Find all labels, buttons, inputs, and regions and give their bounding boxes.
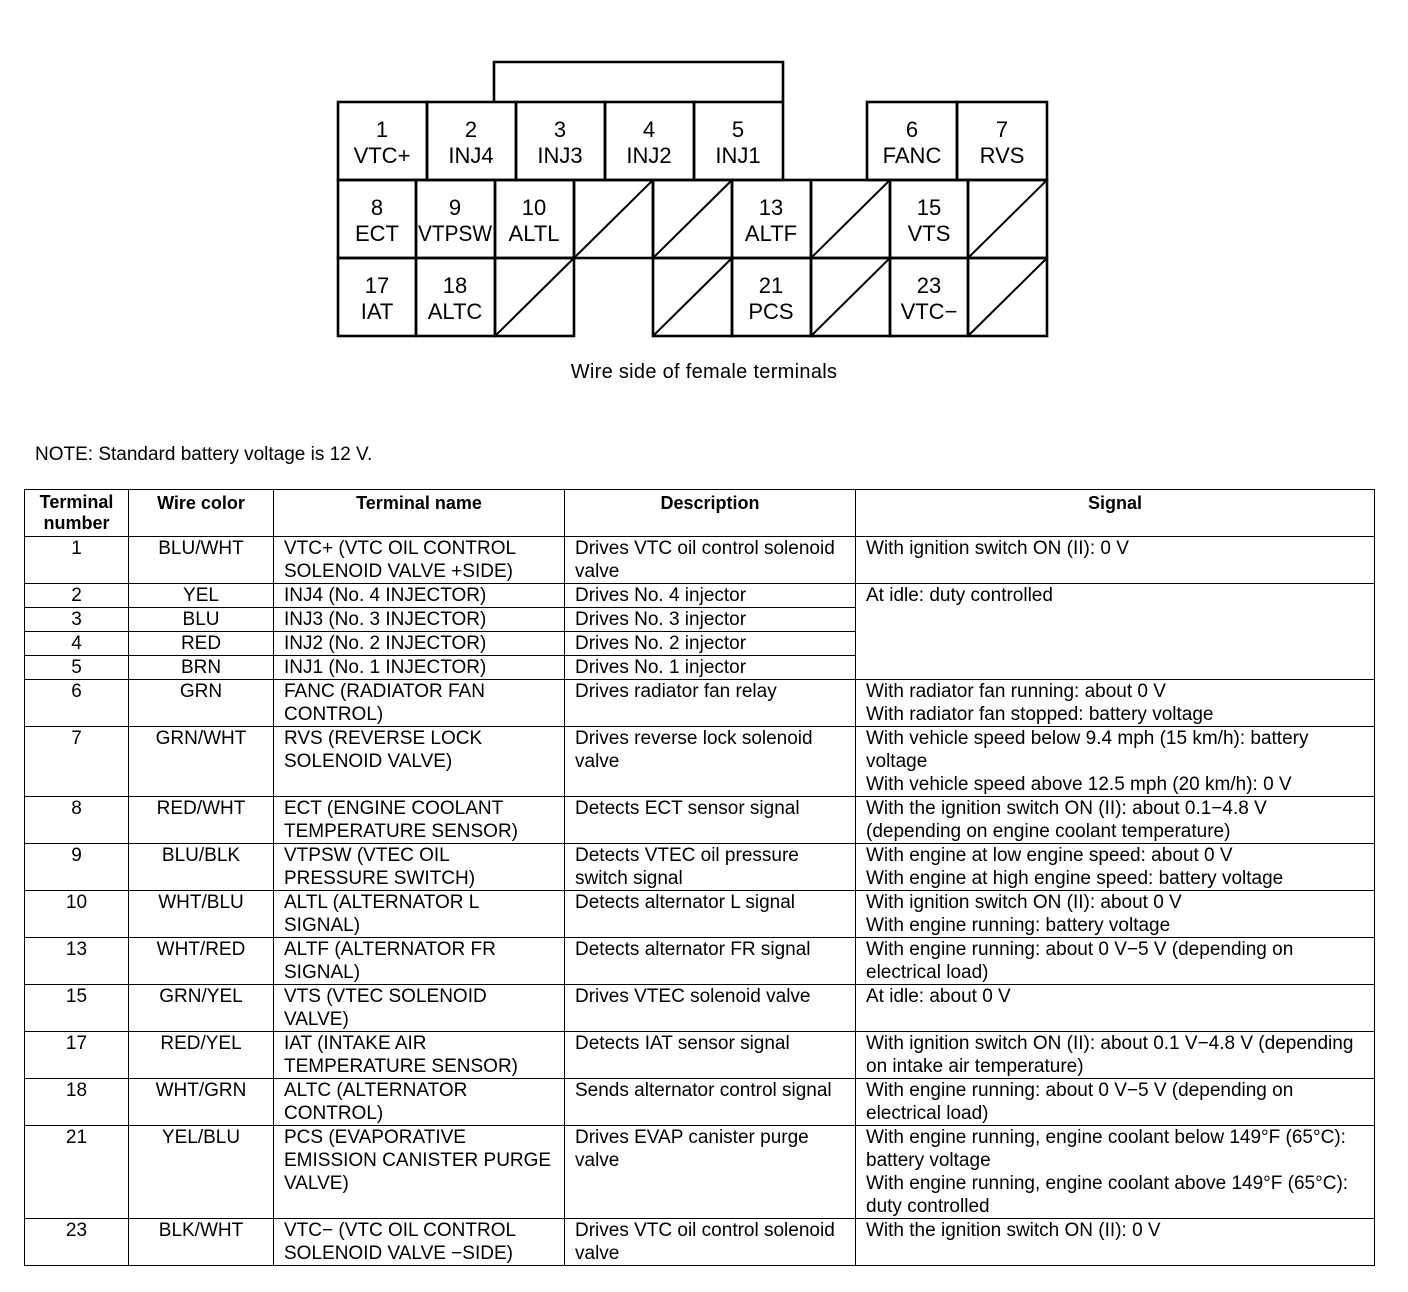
terminal-name-cell: ALTL (ALTERNATOR L SIGNAL) [274, 891, 565, 938]
terminal-name: FANC [882, 143, 942, 168]
terminal-name-cell: VTC− (VTC OIL CONTROL SOLENOID VALVE −SIDE) [274, 1219, 565, 1266]
table-header-row [25, 490, 1375, 537]
terminal-number-cell: 10 [25, 891, 129, 938]
terminal-name: ECT [355, 221, 399, 246]
wire-color-cell: RED/WHT [129, 797, 274, 844]
wire-color-cell: YEL/BLU [129, 1126, 274, 1219]
table-row [25, 891, 1375, 938]
terminal-number-cell: 7 [25, 727, 129, 797]
description-cell: Detects alternator FR signal [565, 938, 856, 985]
terminal-name: ALTF [744, 221, 798, 246]
terminal-number-cell: 23 [25, 1219, 129, 1266]
terminal-number-cell: 18 [25, 1079, 129, 1126]
header-signal: Signal [856, 490, 1375, 537]
terminal-number-cell: 3 [25, 608, 129, 632]
terminal-number-cell: 9 [25, 844, 129, 891]
terminal-name: VTS [907, 221, 951, 246]
wire-color-cell: YEL [129, 584, 274, 608]
terminal-number: 23 [916, 273, 942, 298]
signal-cell: With vehicle speed below 9.4 mph (15 km/h): battery voltage With vehicle speed above 12.5 mph (20 km/h): 0 V [856, 727, 1375, 797]
description-cell: Drives No. 2 injector [565, 632, 856, 656]
terminal-name-cell: INJ4 (No. 4 INJECTOR) [274, 584, 565, 608]
terminal-number: 6 [905, 117, 919, 142]
terminal-name: INJ1 [715, 143, 761, 168]
wire-color-cell: GRN/YEL [129, 985, 274, 1032]
terminal-number-cell: 1 [25, 537, 129, 584]
connector-diagram [0, 0, 1408, 345]
table-row [25, 584, 1375, 608]
wire-color-cell: WHT/RED [129, 938, 274, 985]
description-cell: Drives No. 1 injector [565, 656, 856, 680]
terminal-number-cell: 15 [25, 985, 129, 1032]
table-row [25, 680, 1375, 727]
description-cell: Detects VTEC oil pressure switch signal [565, 844, 856, 891]
table-row [25, 844, 1375, 891]
terminal-number: 15 [916, 195, 942, 220]
table-row [25, 1126, 1375, 1219]
signal-cell: At idle: duty controlled [856, 584, 1375, 680]
terminal-name: INJ3 [537, 143, 583, 168]
signal-cell: With engine running: about 0 V−5 V (depending on electrical load) [856, 1079, 1375, 1126]
connector-caption: Wire side of female terminals [570, 361, 838, 383]
terminal-name: ALTC [427, 299, 483, 324]
table-row [25, 1219, 1375, 1266]
terminal-number: 1 [375, 117, 389, 142]
terminal-name: INJ2 [626, 143, 672, 168]
terminal-number: 13 [758, 195, 784, 220]
header-wire-color: Wire color [129, 490, 274, 537]
description-cell: Drives No. 3 injector [565, 608, 856, 632]
terminal-name-cell: FANC (RADIATOR FAN CONTROL) [274, 680, 565, 727]
description-cell: Drives VTC oil control solenoid valve [565, 537, 856, 584]
description-cell: Detects IAT sensor signal [565, 1032, 856, 1079]
terminal-name: VTC+ [353, 143, 411, 168]
connector-latch [494, 62, 783, 102]
description-cell: Drives No. 4 injector [565, 584, 856, 608]
terminal-number: 17 [364, 273, 390, 298]
terminal-name-cell: VTC+ (VTC OIL CONTROL SOLENOID VALVE +SIDE) [274, 537, 565, 584]
wire-color-cell: GRN/WHT [129, 727, 274, 797]
terminal-number: 7 [995, 117, 1009, 142]
terminal-name-cell: VTPSW (VTEC OIL PRESSURE SWITCH) [274, 844, 565, 891]
terminal-name-cell: VTS (VTEC SOLENOID VALVE) [274, 985, 565, 1032]
table-row [25, 537, 1375, 584]
battery-voltage-note: NOTE: Standard battery voltage is 12 V. [35, 444, 373, 465]
terminal-number: 8 [370, 195, 384, 220]
terminal-name-cell: INJ2 (No. 2 INJECTOR) [274, 632, 565, 656]
table-row [25, 938, 1375, 985]
terminal-number: 4 [642, 117, 656, 142]
wire-color-cell: BRN [129, 656, 274, 680]
wire-color-cell: BLU [129, 608, 274, 632]
terminal-name-cell: RVS (REVERSE LOCK SOLENOID VALVE) [274, 727, 565, 797]
wire-color-cell: RED [129, 632, 274, 656]
description-cell: Drives radiator fan relay [565, 680, 856, 727]
header-description: Description [565, 490, 856, 537]
signal-cell: With engine at low engine speed: about 0 V With engine at high engine speed: battery voltage [856, 844, 1375, 891]
terminal-number-cell: 2 [25, 584, 129, 608]
terminal-number: 9 [448, 195, 462, 220]
header-terminal-name: Terminal name [274, 490, 565, 537]
description-cell: Detects alternator L signal [565, 891, 856, 938]
terminal-name-cell: IAT (INTAKE AIR TEMPERATURE SENSOR) [274, 1032, 565, 1079]
terminal-table [24, 489, 1375, 1266]
terminal-number-cell: 13 [25, 938, 129, 985]
signal-cell: With the ignition switch ON (II): about 0.1−4.8 V (depending on engine coolant temperature) [856, 797, 1375, 844]
wire-color-cell: BLU/WHT [129, 537, 274, 584]
terminal-name: IAT [360, 299, 394, 324]
description-cell: Sends alternator control signal [565, 1079, 856, 1126]
terminal-number-cell: 17 [25, 1032, 129, 1079]
signal-cell: With ignition switch ON (II): about 0.1 V−4.8 V (depending on intake air temperature) [856, 1032, 1375, 1079]
terminal-number: 10 [521, 195, 547, 220]
table-row [25, 985, 1375, 1032]
header-terminal-number: Terminal number [25, 490, 129, 537]
terminal-name: VTC− [900, 299, 958, 324]
terminal-name-cell: INJ3 (No. 3 INJECTOR) [274, 608, 565, 632]
wire-color-cell: WHT/BLU [129, 891, 274, 938]
description-cell: Drives VTC oil control solenoid valve [565, 1219, 856, 1266]
table-row [25, 1032, 1375, 1079]
description-cell: Detects ECT sensor signal [565, 797, 856, 844]
description-cell: Drives reverse lock solenoid valve [565, 727, 856, 797]
table-row [25, 1079, 1375, 1126]
description-cell: Drives EVAP canister purge valve [565, 1126, 856, 1219]
signal-cell: With engine running: about 0 V−5 V (depending on electrical load) [856, 938, 1375, 985]
terminal-number-cell: 21 [25, 1126, 129, 1219]
signal-cell: With engine running, engine coolant below 149°F (65°C): battery voltage With engine running, engine coolant above 149°F (65°C): duty controlled [856, 1126, 1375, 1219]
terminal-number-cell: 5 [25, 656, 129, 680]
wire-color-cell: RED/YEL [129, 1032, 274, 1079]
terminal-number: 3 [553, 117, 567, 142]
terminal-name-cell: ALTC (ALTERNATOR CONTROL) [274, 1079, 565, 1126]
signal-cell: With ignition switch ON (II): about 0 V With engine running: battery voltage [856, 891, 1375, 938]
signal-cell: At idle: about 0 V [856, 985, 1375, 1032]
terminal-number-cell: 4 [25, 632, 129, 656]
wire-color-cell: BLU/BLK [129, 844, 274, 891]
signal-cell: With radiator fan running: about 0 V With radiator fan stopped: battery voltage [856, 680, 1375, 727]
terminal-name: PCS [748, 299, 794, 324]
signal-cell: With ignition switch ON (II): 0 V [856, 537, 1375, 584]
signal-cell: With the ignition switch ON (II): 0 V [856, 1219, 1375, 1266]
table-row [25, 727, 1375, 797]
terminal-name: INJ4 [448, 143, 494, 168]
terminal-name-cell: ECT (ENGINE COOLANT TEMPERATURE SENSOR) [274, 797, 565, 844]
terminal-name-cell: PCS (EVAPORATIVE EMISSION CANISTER PURGE VALVE) [274, 1126, 565, 1219]
terminal-number: 21 [758, 273, 784, 298]
terminal-number-cell: 8 [25, 797, 129, 844]
table-row [25, 797, 1375, 844]
terminal-name-cell: ALTF (ALTERNATOR FR SIGNAL) [274, 938, 565, 985]
terminal-number: 5 [731, 117, 745, 142]
wire-color-cell: BLK/WHT [129, 1219, 274, 1266]
terminal-number: 2 [464, 117, 478, 142]
description-cell: Drives VTEC solenoid valve [565, 985, 856, 1032]
wire-color-cell: WHT/GRN [129, 1079, 274, 1126]
terminal-name: RVS [979, 143, 1025, 168]
wire-color-cell: GRN [129, 680, 274, 727]
terminal-name: ALTL [508, 221, 560, 246]
terminal-number-cell: 6 [25, 680, 129, 727]
terminal-name: VTPSW [418, 221, 493, 246]
terminal-name-cell: INJ1 (No. 1 INJECTOR) [274, 656, 565, 680]
terminal-number: 18 [442, 273, 468, 298]
